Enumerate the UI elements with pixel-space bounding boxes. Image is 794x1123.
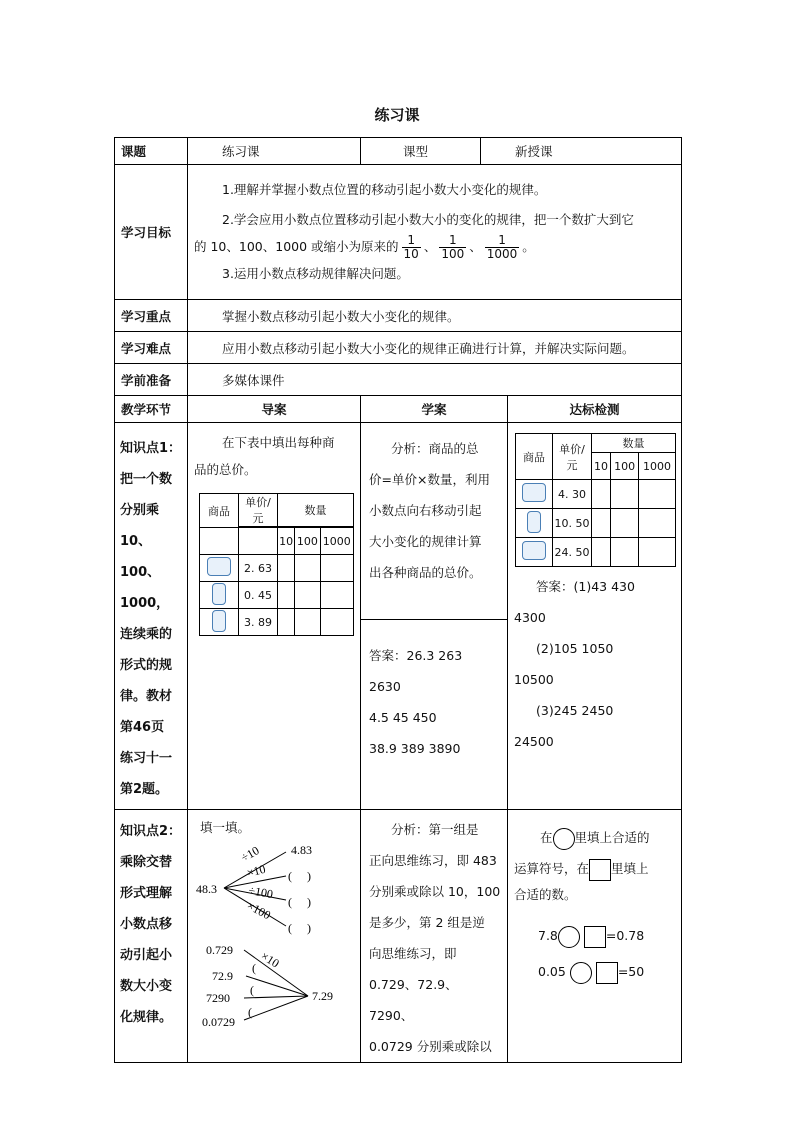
header-row xyxy=(115,138,682,165)
kp2-test: 在 里填上合适的 运算符号，在 里填上 合适的数。 7.8 =0.78 0.05 =50 xyxy=(508,810,682,1063)
page-title: 练习课 xyxy=(374,106,420,124)
d2-start: 7290 xyxy=(206,991,230,1005)
jar-icon xyxy=(200,609,239,636)
goals-content xyxy=(188,165,682,300)
price: 2. 63 xyxy=(239,555,278,582)
cup-icon xyxy=(516,509,553,538)
goals-label: 学习目标 xyxy=(115,165,188,300)
kp1-label: 知识点1： 把一个数 分别乘10、 100、1000， 连续乘的 形式的规 律。教材 第46页 练习十一 第2题。 xyxy=(115,423,188,810)
price: 3. 89 xyxy=(239,609,278,636)
d1-op: ÷100 xyxy=(247,883,275,902)
d1-result: 4.83 xyxy=(291,843,312,857)
th-qty-100: 100 xyxy=(295,528,320,555)
kp1-study: 分析：商品的总 价=单价×数量，利用 小数点向右移动引起 大小变化的规律计算 出各种商品的总价。 答案：26.3 263 2630 4.5 45 450 38.9 389 3890 xyxy=(361,423,508,810)
bread-icon xyxy=(200,555,239,582)
section-test: 达标检测 xyxy=(508,396,682,423)
section-header-row xyxy=(115,396,682,423)
lesson-table xyxy=(114,137,682,1063)
d1-result: ( ) xyxy=(288,895,311,909)
d2-start: 0.0729 xyxy=(202,1015,235,1026)
notebook-icon xyxy=(200,582,239,609)
th-product: 商品 xyxy=(200,494,239,528)
header-type-label: 课型 xyxy=(361,138,481,165)
kp1-guide-line: 在下表中填出每种商 xyxy=(222,435,335,450)
price: 0. 45 xyxy=(239,582,278,609)
prep-text: 多媒体课件 xyxy=(188,364,682,396)
kp2-guide-title: 填一填。 xyxy=(200,820,251,835)
d1-result: ( ) xyxy=(288,921,311,935)
prep-row xyxy=(115,364,682,396)
q2-number-square xyxy=(596,962,618,984)
kp2-row xyxy=(115,810,682,1063)
goal-2b xyxy=(188,231,681,263)
kp1-guide-line: 品的总价。 xyxy=(194,462,257,477)
d1-op: ×10 xyxy=(245,861,267,880)
fraction-1-10: $\frac{1}{10}$ xyxy=(403,233,419,261)
header-subject-label: 课题 xyxy=(115,138,188,165)
focus-row xyxy=(115,300,682,332)
number-square xyxy=(589,859,611,881)
d2-op: ×10 xyxy=(258,948,282,971)
focus-text: 掌握小数点移动引起小数大小变化的规律。 xyxy=(188,300,682,332)
kp2-label: 知识点2： 乘除交替 形式理解 小数点移 动引起小 数大小变 化规律。 xyxy=(115,810,188,1063)
goal-3: 3.运用小数点移动规律解决问题。 xyxy=(222,266,409,281)
difficulty-label: 学习难点 xyxy=(115,332,188,364)
focus-label: 学习重点 xyxy=(115,300,188,332)
d2-end: 7.29 xyxy=(312,989,333,1003)
section-guide: 导案 xyxy=(188,396,361,423)
period: 。 xyxy=(522,239,535,254)
separator: 、 xyxy=(469,239,482,254)
kp1-test: 商品 单价/ 元 数量 10 100 1000 4. 30 10. 50 24. 50 答案：(1)43 430 4300 (2)105 1050 10500 (3)245 2450 24500 xyxy=(508,423,682,810)
header-type-value: 新授课 xyxy=(481,138,682,165)
kp2-diagram xyxy=(188,836,358,1026)
th-qty-10: 10 xyxy=(278,528,295,555)
d1-op: ×100 xyxy=(244,898,274,923)
difficulty-text: 应用小数点移动引起小数大小变化的规律正确进行计算，并解决实际问题。 xyxy=(188,332,682,364)
goal-2b-text: 的 10、100、1000 或缩小为原来的 xyxy=(194,239,399,254)
kp2-study: 分析：第一组是 正向思维练习，即 483 分别乘或除以 10，100 是多少，第 2 组是逆 向思维练习，即 0.729、72.9、7290、 0.0729 分别乘或除以 xyxy=(361,810,508,1063)
kp1-price-table xyxy=(199,493,354,636)
d2-blank: ( xyxy=(252,961,256,975)
kp1-guide xyxy=(188,423,361,810)
d2-blank: ( xyxy=(248,1005,252,1019)
prep-label: 学前准备 xyxy=(115,364,188,396)
kp1-test-table: 商品 单价/ 元 数量 10 100 1000 4. 30 10. 50 24. 50 xyxy=(515,433,676,567)
section-label: 教学环节 xyxy=(115,396,188,423)
q2-operator-circle xyxy=(570,962,592,984)
d1-start: 48.3 xyxy=(196,882,217,896)
th-qty: 数量 xyxy=(278,494,354,527)
d2-blank: ( xyxy=(250,983,254,997)
d2-start: 72.9 xyxy=(212,969,233,983)
shoes-icon xyxy=(516,480,553,509)
difficulty-row xyxy=(115,332,682,364)
backpack-icon xyxy=(516,538,553,567)
goals-row xyxy=(115,165,682,300)
goal-2a: 2.学会应用小数点位置移动引起小数大小的变化的规律，把一个数扩大到它 xyxy=(222,212,634,227)
th-price: 单价/ 元 xyxy=(239,494,278,527)
header-subject-value: 练习课 xyxy=(188,138,361,165)
section-study: 学案 xyxy=(361,396,508,423)
q1-operator-circle xyxy=(558,926,580,948)
kp1-row xyxy=(115,423,682,810)
kp2-guide xyxy=(188,810,361,1063)
d2-start: 0.729 xyxy=(206,943,233,957)
q1-number-square xyxy=(584,926,606,948)
separator: 、 xyxy=(423,239,437,254)
d1-result: ( ) xyxy=(288,869,311,883)
th-qty-1000: 1000 xyxy=(320,528,353,555)
fraction-1-1000: $\frac{1}{1000}$ xyxy=(486,233,518,261)
d1-op: ÷10 xyxy=(238,843,262,865)
fraction-1-100: $\frac{1}{100}$ xyxy=(441,233,465,261)
operator-circle xyxy=(553,828,575,850)
goal-1: 1.理解并掌握小数点位置的移动引起小数大小变化的规律。 xyxy=(222,182,547,197)
